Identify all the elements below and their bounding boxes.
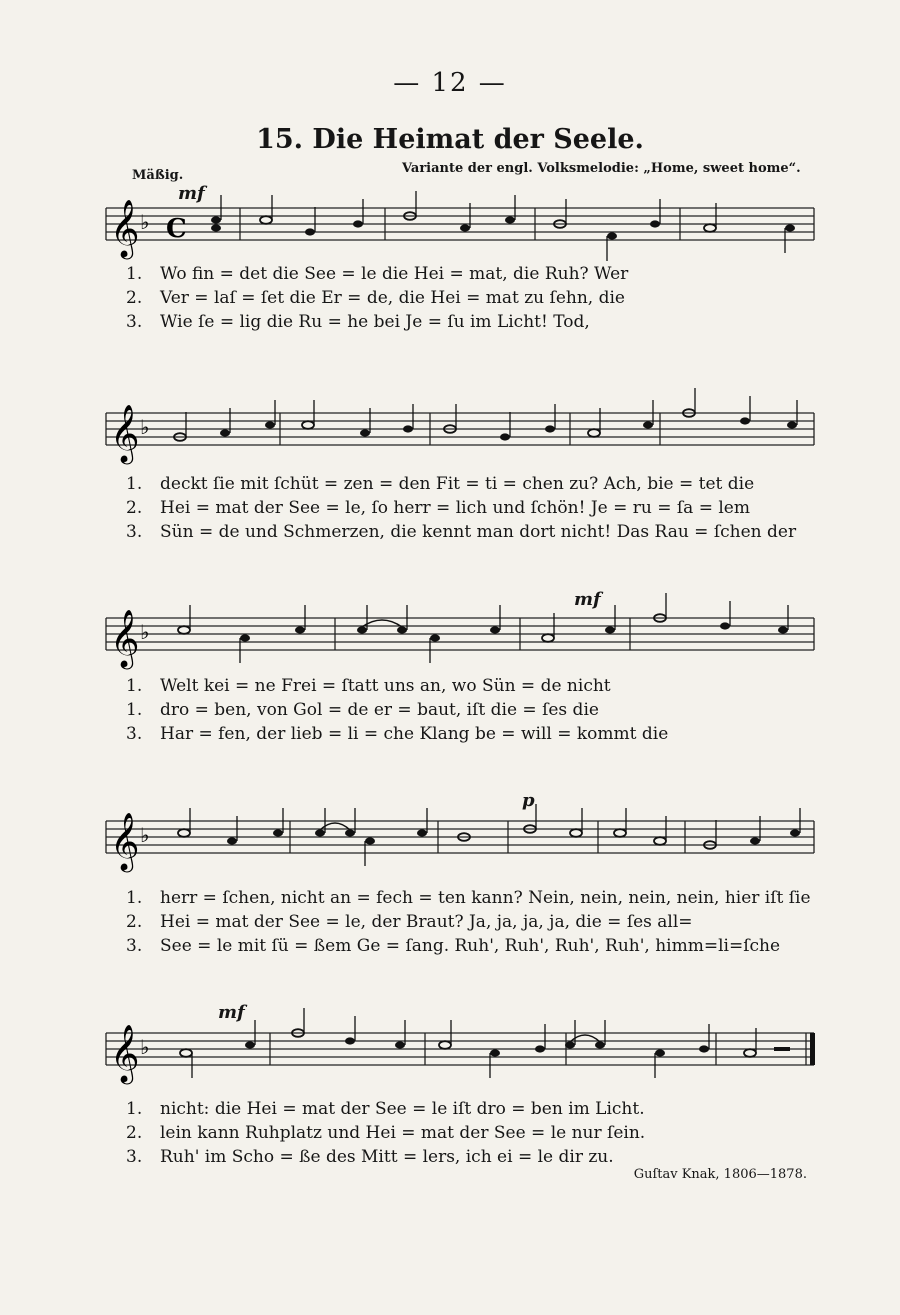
svg-text:♭: ♭: [140, 620, 150, 644]
lyric-line: 2. Ver = laſ = ſet die Er = de, die Hei = mat zu ſehn, die: [126, 288, 625, 308]
dynamic-marking: p: [522, 790, 535, 811]
lyrics-block-3: [126, 674, 826, 746]
lyric-line: 3. Sün = de und Schmerzen, die kennt man dort nicht! Das Rau = ſchen der: [126, 522, 797, 542]
lyric-line: 3. Wie ſe = lig die Ru = he bei Je = ſu im Licht! Tod,: [126, 312, 590, 332]
svg-text:♭: ♭: [140, 210, 150, 234]
lyrics-block-4: [126, 886, 826, 958]
composer-credit: Guſtav Knak, 1806—1878.: [633, 1167, 807, 1182]
dynamic-marking: mf: [178, 183, 205, 204]
hymn-title: 15. Die Heimat der Seele.: [256, 124, 644, 155]
svg-text:♭: ♭: [140, 415, 150, 439]
lyric-line: 1. deckt ſie mit ſchüt = zen = den Fit = ti = chen zu? Ach, bie = tet die: [126, 474, 755, 494]
melody-source: Variante der engl. Volksmelodie: „Home, sweet home“.: [402, 161, 801, 176]
tempo-marking: Mäßig.: [132, 168, 184, 183]
svg-text:𝄞: 𝄞: [110, 1024, 140, 1082]
svg-text:𝄞: 𝄞: [110, 404, 140, 462]
lyric-line: 2. lein kann Ruhplatz und Hei = mat der See = le nur ſein.: [126, 1123, 646, 1143]
lyric-line: 1. Wo fin = det die See = le die Hei = mat, die Ruh? Wer: [126, 264, 629, 284]
lyric-line: 1. Welt kei = ne Frei = ſtatt uns an, wo Sün = de nicht: [126, 676, 611, 696]
lyric-line: 2. Hei = mat der See = le, der Braut? Ja, ja, ja, ja, die = ſes all=: [126, 912, 693, 932]
svg-text:♭: ♭: [140, 823, 150, 847]
svg-text:𝄞: 𝄞: [110, 812, 140, 870]
svg-text:♭: ♭: [140, 1035, 150, 1059]
svg-text:𝄞: 𝄞: [110, 609, 140, 667]
dynamic-marking: mf: [574, 589, 601, 610]
lyric-line: 3. Har = fen, der lieb = li = che Klang be = will = kommt die: [126, 724, 669, 744]
lyric-line: 3. Ruh' im Scho = ße des Mitt = lers, ich ei = le dir zu.: [126, 1147, 614, 1167]
lyric-line: 1. nicht: die Hei = mat der See = le iſt dro = ben im Licht.: [126, 1099, 645, 1119]
lyric-line: 2. Hei = mat der See = le, ſo herr = lich und ſchön! Je = ru = ſa = lem: [126, 498, 750, 518]
page-number: — 12 —: [393, 68, 507, 98]
lyric-line: 3. See = le mit ſü = ßem Ge = ſang. Ruh', Ruh', Ruh', Ruh', himm=li=ſche: [126, 936, 781, 956]
lyric-line: 1. herr = ſchen, nicht an = fech = ten kann? Nein, nein, nein, nein, hier iſt ſie: [126, 888, 811, 908]
lyric-line: 1. dro = ben, von Gol = de er = baut, iſt die = ſes die: [126, 700, 599, 720]
dynamic-marking: mf: [218, 1002, 245, 1023]
lyrics-block-5: [126, 1097, 826, 1169]
lyrics-block-2: [126, 472, 826, 544]
lyrics-block-1: [126, 262, 826, 334]
svg-text:C: C: [166, 214, 187, 244]
svg-text:𝄞: 𝄞: [110, 199, 140, 257]
